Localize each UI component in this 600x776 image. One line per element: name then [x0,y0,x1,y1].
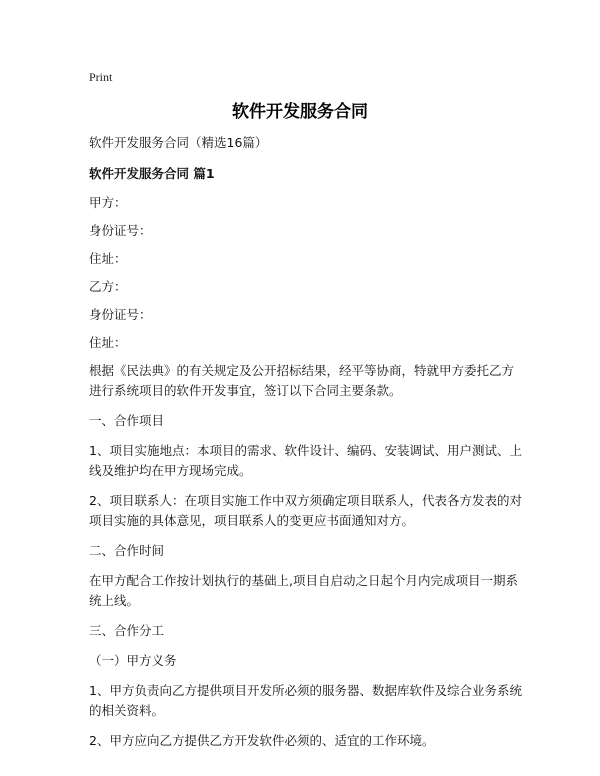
section-heading: 软件开发服务合同 篇1 [89,166,215,181]
field-address-b: 住址： [89,335,127,350]
field-party-a: 甲方： [89,195,127,210]
heading-cooperation-time: 二、合作时间 [89,543,165,558]
document-subtitle: 软件开发服务合同（精选16篇） [89,135,268,150]
heading-cooperation-project: 一、合作项目 [89,413,165,428]
paragraph-contact: 2、项目联系人：在项目实施工作中双方须确定项目联系人，代表各方发表的对项目实施的具体意见，项目联系人的变更应书面通知对方。 [89,493,522,528]
paragraph-time: 在甲方配合工作按计划执行的基础上,项目自启动之日起个月内完成项目一期系统上线。 [89,573,518,608]
paragraph-obligation-1: 1、甲方负责向乙方提供项目开发所必须的服务器、数据库软件及综合业务系统的相关资料。 [89,683,522,718]
paragraph-location: 1、项目实施地点：本项目的需求、软件设计、编码、安装调试、用户测试、上线及维护均在甲方现场完成。 [89,443,522,478]
field-id-number-b: 身份证号： [89,307,152,322]
field-id-number-a: 身份证号： [89,223,152,238]
heading-party-a-obligations: （一）甲方义务 [89,653,177,668]
heading-division-of-work: 三、合作分工 [89,623,165,638]
print-label: Print [89,70,113,84]
field-party-b: 乙方： [89,279,127,294]
document-body [89,133,525,761]
paragraph-obligation-2: 2、甲方应向乙方提供乙方开发软件必须的、适宜的工作环境。 [89,733,435,748]
field-address-a: 住址： [89,251,127,266]
paragraph-intro: 根据《民法典》的有关规定及公开招标结果，经平等协商，特就甲方委托乙方进行系统项目的软件开发事宜，签订以下合同主要条款。 [89,363,515,398]
document-title: 软件开发服务合同 [232,102,368,122]
